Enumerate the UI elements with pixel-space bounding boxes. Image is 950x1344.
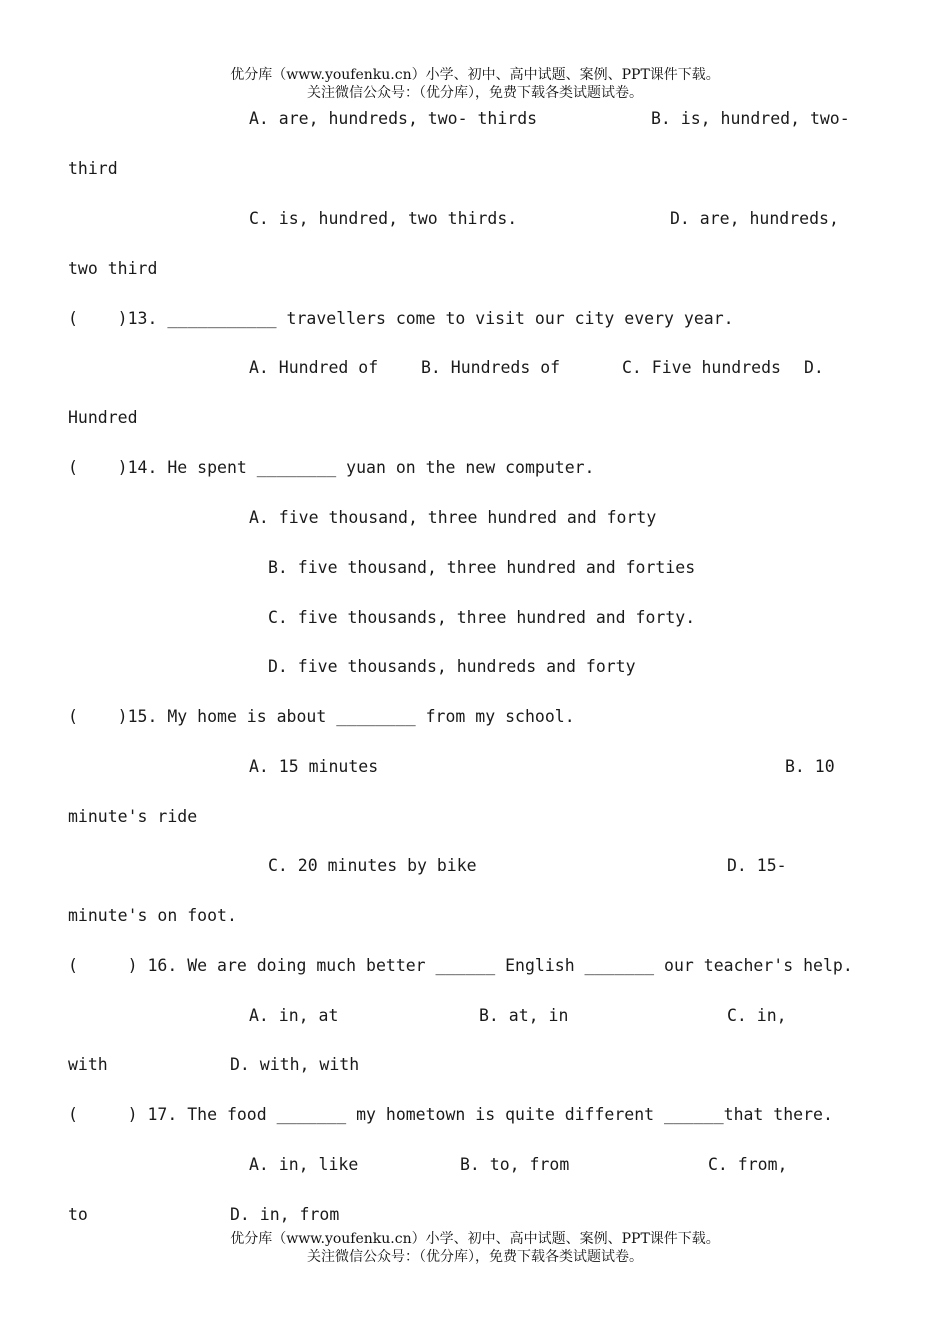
- q15-stem: ( )15. My home is about ________ from my school.: [68, 707, 575, 726]
- q12-option-a: A. are, hundreds, two- thirds: [249, 109, 538, 128]
- q15-option-b: B. 10: [785, 757, 835, 776]
- page-footer: [0, 1230, 950, 1266]
- q13-option-d-cont: Hundred: [68, 408, 138, 427]
- q14-stem: ( )14. He spent ________ yuan on the new computer.: [68, 458, 595, 477]
- q13-option-c: C. Five hundreds: [622, 358, 781, 377]
- q12-option-b-cont: third: [68, 159, 118, 178]
- q17-option-b: B. to, from: [460, 1155, 570, 1174]
- q12-option-d: D. are, hundreds,: [670, 209, 839, 228]
- q13-option-b: B. Hundreds of: [421, 358, 561, 377]
- q13-option-a: A. Hundred of: [249, 358, 379, 377]
- q13-stem: ( )13. ___________ travellers come to visit our city every year.: [68, 309, 734, 328]
- header-line-2: 关注微信公众号：（优分库），免费下载各类试题试卷。: [307, 85, 643, 101]
- q16-option-d: D. with, with: [230, 1055, 360, 1074]
- q17-stem: ( ) 17. The food _______ my hometown is quite different ______that there.: [68, 1105, 833, 1124]
- footer-line-1: 优分库（www.youfenku.cn）小学、初中、高中试题、案例、PPT课件下载。: [230, 1231, 720, 1247]
- q17-option-d: D. in, from: [230, 1205, 340, 1224]
- q15-option-c: C. 20 minutes by bike: [268, 856, 477, 875]
- q17-option-c-cont: to: [68, 1205, 88, 1224]
- q16-option-b: B. at, in: [479, 1006, 569, 1025]
- q12-option-c: C. is, hundred, two thirds.: [249, 209, 518, 228]
- q14-option-b: B. five thousand, three hundred and forties: [268, 558, 696, 577]
- q15-option-d: D. 15-: [727, 856, 787, 875]
- q15-option-a: A. 15 minutes: [249, 757, 379, 776]
- page-header: [0, 66, 950, 102]
- q13-option-d: D.: [804, 358, 824, 377]
- q16-option-a: A. in, at: [249, 1006, 339, 1025]
- header-line-1: 优分库（www.youfenku.cn）小学、初中、高中试题、案例、PPT课件下载。: [230, 67, 720, 83]
- q16-stem: ( ) 16. We are doing much better ______ English _______ our teacher's help.: [68, 956, 853, 975]
- q15-option-d-cont: minute's on foot.: [68, 906, 237, 925]
- q16-option-c: C. in,: [727, 1006, 787, 1025]
- q14-option-a: A. five thousand, three hundred and forty: [249, 508, 657, 527]
- q17-option-c: C. from,: [708, 1155, 788, 1174]
- q17-option-a: A. in, like: [249, 1155, 359, 1174]
- footer-line-2: 关注微信公众号：（优分库），免费下载各类试题试卷。: [307, 1249, 643, 1265]
- q14-option-c: C. five thousands, three hundred and forty.: [268, 608, 696, 627]
- q15-option-b-cont: minute's ride: [68, 807, 198, 826]
- q14-option-d: D. five thousands, hundreds and forty: [268, 657, 636, 676]
- q16-option-c-cont: with: [68, 1055, 108, 1074]
- q12-option-d-cont: two third: [68, 259, 158, 278]
- q12-option-b: B. is, hundred, two-: [651, 109, 850, 128]
